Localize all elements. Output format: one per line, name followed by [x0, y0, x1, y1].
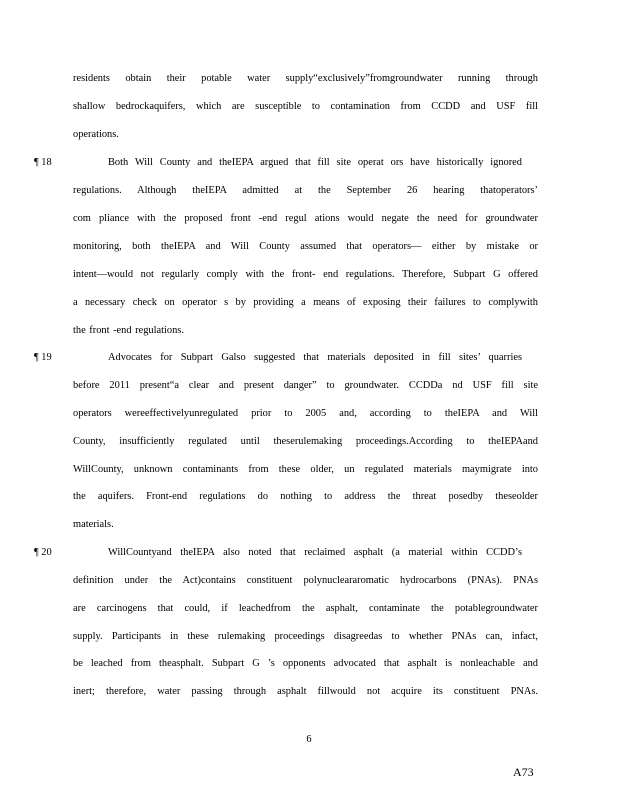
text-line: Advocates for Subpart Galso suggested that materials deposited in fill sites’ quarries	[108, 352, 522, 363]
text-line: a necessary check on operator s by providing a means of exposing their failures to complywith	[73, 297, 538, 308]
text-line: operators wereeffectivelyunregulated prior to 2005 and, according to theIEPA and Will	[73, 408, 538, 419]
text-line: County, insufficiently regulated until theserulemaking proceedings.According to theIEPAand	[73, 436, 538, 447]
text-line: before 2011 present“a clear and present danger” to groundwater. CCDDa nd USF fill site	[73, 380, 538, 391]
text-line: are carcinogens that could, if leachedfrom the asphalt, contaminate the potablegroundwater	[73, 603, 538, 614]
text-line: operations.	[73, 129, 119, 140]
text-line: WillCountyand theIEPA also noted that reclaimed asphalt (a material within CCDD’s	[108, 547, 522, 558]
paragraph-number: ¶ 20	[34, 547, 52, 558]
paragraph-number: ¶ 19	[34, 352, 52, 363]
text-line: inert; therefore, water passing through asphalt fillwould not acquire its constituent PNAs.	[73, 686, 538, 697]
exhibit-label: A73	[513, 765, 534, 779]
text-line: be leached from theasphalt. Subpart G ’s opponents advocated that asphalt is nonleachable and	[73, 658, 538, 669]
page-number: 6	[306, 734, 312, 745]
text-line: shallow bedrockaquifers, which are susceptible to contamination from CCDD and USF fill	[73, 101, 538, 112]
text-line: supply. Participants in these rulemaking proceedings disagreedas to whether PNAs can, infact,	[73, 631, 538, 642]
text-line: com pliance with the proposed front -end regul ations would negate the need for groundwater	[73, 213, 538, 224]
text-line: the front -end regulations.	[73, 325, 184, 336]
text-line: Both Will County and theIEPA argued that fill site operat ors have historically ignored	[108, 157, 522, 168]
text-line: definition under the Act)contains constituent polynucleararomatic hydrocarbons (PNAs). PNAs	[73, 575, 538, 586]
paragraph-number: ¶ 18	[34, 157, 52, 168]
text-line: monitoring, both theIEPA and Will County assumed that operators— either by mistake or	[73, 241, 538, 252]
text-line: intent—would not regularly comply with the front- end regulations. Therefore, Subpart G offered	[73, 269, 538, 280]
text-line: residents obtain their potable water supply“exclusively”fromgroundwater running through	[73, 73, 538, 84]
text-line: WillCounty, unknown contaminants from these older, un regulated materials maymigrate into	[73, 464, 538, 475]
text-line: the aquifers. Front-end regulations do nothing to address the threat posedby theseolder	[73, 491, 538, 502]
text-line: materials.	[73, 519, 114, 530]
text-line: regulations. Although theIEPA admitted at the September 26 hearing thatoperators’	[73, 185, 538, 196]
